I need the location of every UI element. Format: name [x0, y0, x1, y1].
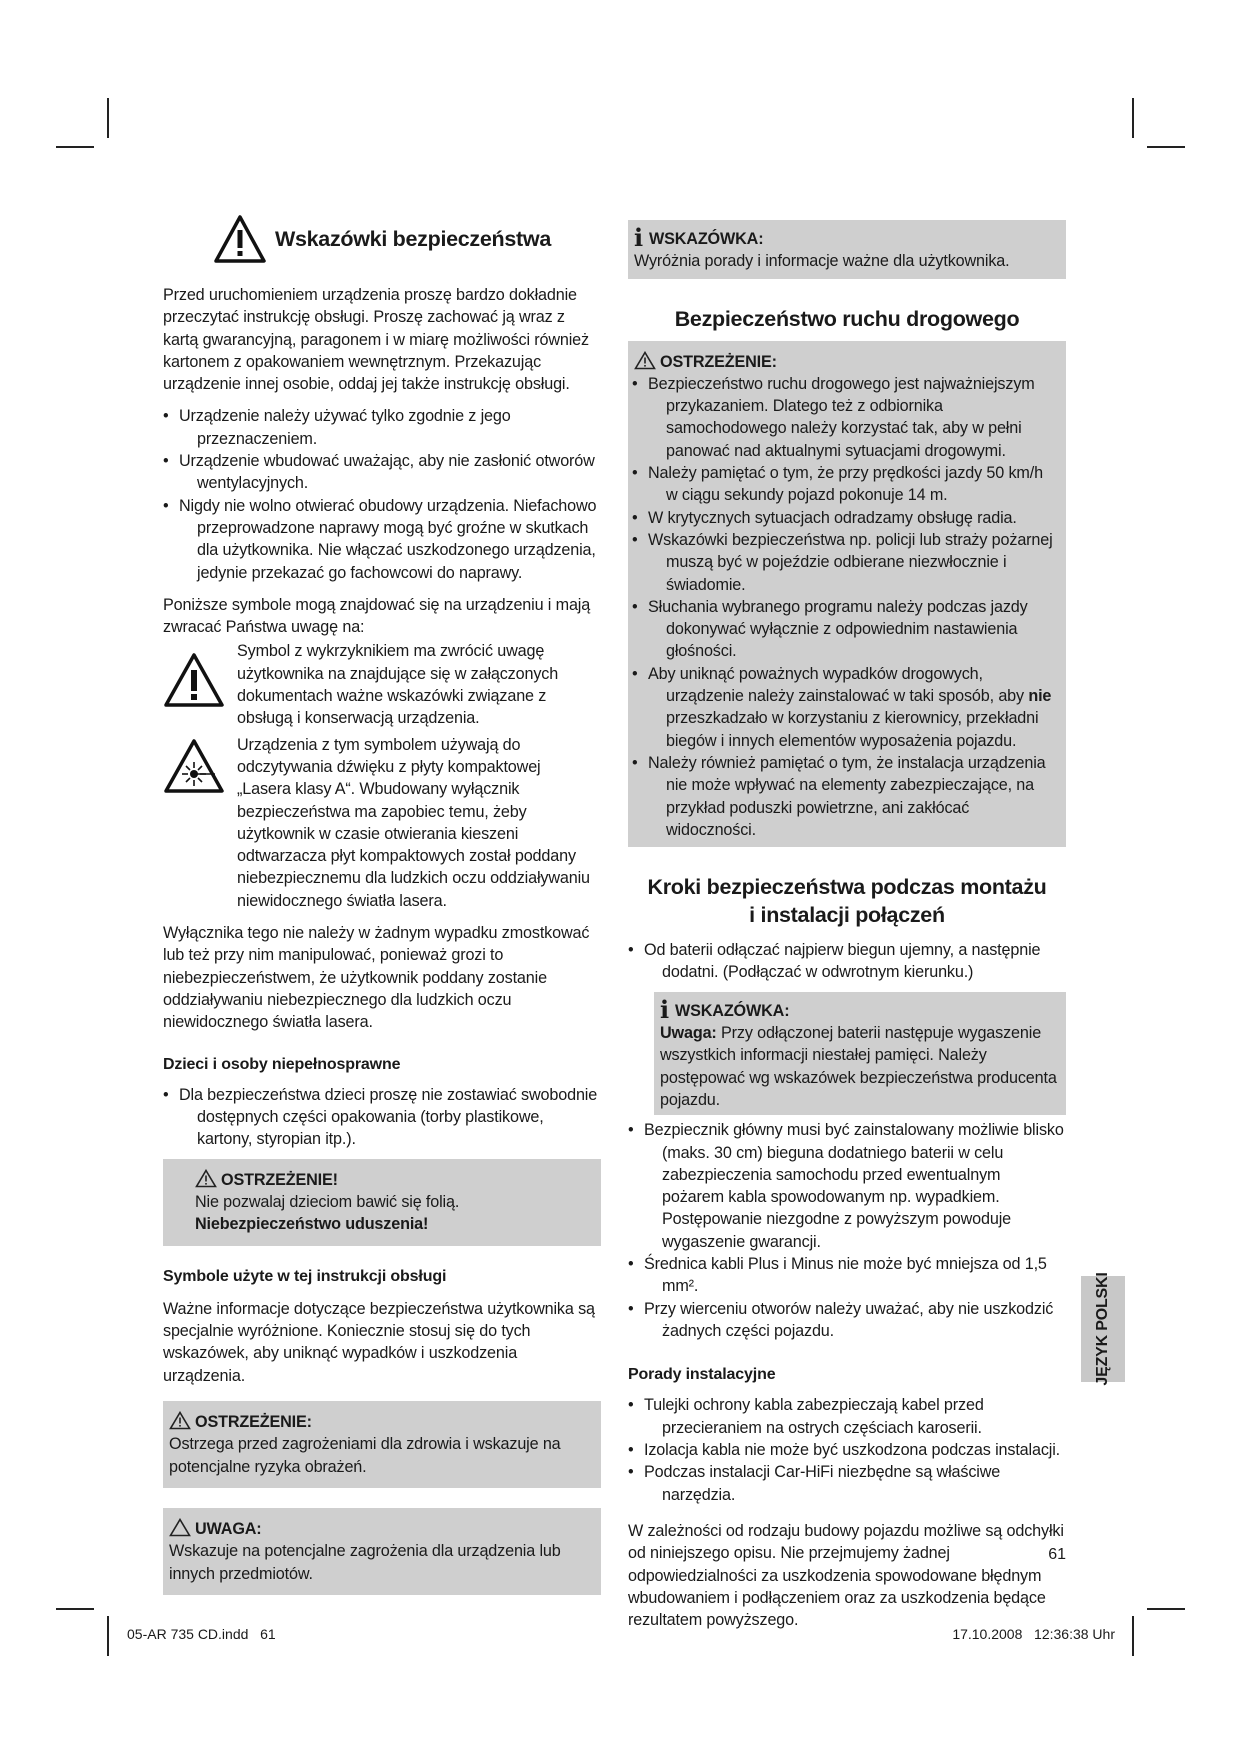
children-warning-text-bold: Niebezpieczeństwo uduszenia! [195, 1215, 429, 1234]
tips-bullets [628, 1394, 1066, 1505]
warning-outline-icon [195, 1169, 217, 1188]
symbols-heading: Symbole użyte w tej instrukcji obsługi [163, 1267, 447, 1285]
caution-box [163, 1508, 601, 1595]
crop-mark [56, 1608, 94, 1610]
warning-outline-icon [634, 351, 656, 370]
crop-mark [1132, 1616, 1134, 1656]
warning-icon [213, 214, 267, 264]
list-item: • Słuchania wybranego programu należy podczas jazdy dokonywać wyłącznie z odpowiednim nastawienia głośności. [632, 596, 1058, 663]
list-item [632, 663, 1058, 752]
install-bullets-first [628, 939, 1066, 984]
language-tab [1081, 1272, 1125, 1386]
list-item: • Bezpiecznik główny musi być zainstalowany możliwie blisko (maks. 30 cm) bieguna dodatniego baterii w celu zabezpieczenia samochodu przed ewentualnym pożarem kabla spowodowanym np. wypadkiem. Postępowanie niezgodne z powyższym powoduje wygaszenie gwarancji. [628, 1119, 1066, 1253]
caution-box-text: Wskazuje na potencjalne zagrożenia dla urządzenia lub innych przedmiotów. [169, 1542, 561, 1583]
hint-label: WSKAZÓWKA: [648, 230, 764, 248]
list-item: • Średnica kabli Plus i Minus nie może być mniejsza od 1,5 mm². [628, 1253, 1066, 1298]
symbols-intro: Poniższe symbole mogą znajdować się na urządzeniu i mają zwracać Państwa uwagę na: [163, 595, 591, 637]
page-number: 61 [1048, 1546, 1066, 1563]
list-item: • Urządzenie wbudować uważając, aby nie zasłonić otworów wentylacyjnych. [163, 450, 601, 495]
crop-mark [1147, 146, 1185, 148]
install-title-line1: Kroki bezpieczeństwa podczas montażu [647, 875, 1047, 900]
right-column [628, 220, 1066, 1631]
symbol-warning-row [163, 640, 601, 729]
install-hint-label: WSKAZÓWKA: [674, 1001, 790, 1020]
warning-box-header [169, 1411, 593, 1433]
caution-box-header [169, 1518, 593, 1540]
crop-mark [107, 1616, 109, 1656]
warning-box [163, 1401, 601, 1488]
list-item: • Należy pamiętać o tym, że przy prędkości jazdy 50 km/h w ciągu sekundy pojazd pokonuje 14 m. [632, 462, 1058, 507]
traffic-bullet6-bold: nie [1028, 687, 1052, 706]
crop-mark [107, 98, 109, 138]
warning-box-label: OSTRZEŻENIE: [195, 1413, 312, 1432]
intro-paragraph: Przed uruchomieniem urządzenia proszę bardzo dokładnie przeczytać instrukcję obsługi. Proszę zachować ją wraz z kartą gwarancyjną, paragonem i w miarę możliwości również kartonem z opakowaniem wewnętrznym. Przekazując urządzenie innej osobie, oddaj jej także instrukcję obsługi. [163, 286, 589, 394]
page-title: Wskazówki bezpieczeństwa [275, 227, 551, 251]
info-icon: i [660, 994, 669, 1024]
list-item: • Należy również pamiętać o tym, że instalacja urządzenia nie może wpływać na elementy zabezpieczające, na przykład poduszki powietrzne, ani zakłócać widoczności. [632, 752, 1058, 841]
install-hint-plain: Przy odłączonej baterii następuje wygaszenie wszystkich informacji niestałej pamięci. Należy postępować wg wskazówek bezpieczeństwa producenta pojazdu. [660, 1024, 1057, 1109]
list-item: • W krytycznych sytuacjach odradzamy obsługę radia. [632, 507, 1058, 529]
warning-box-text: Ostrzega przed zagrożeniami dla zdrowia i wskazuje na potencjalne ryzyka obrażeń. [169, 1435, 561, 1476]
traffic-warning-header [634, 351, 1058, 373]
list-item: • Urządzenie należy używać tylko zgodnie z jego przeznaczeniem. [163, 405, 601, 450]
crop-mark [1132, 98, 1134, 138]
traffic-bullet6-b: przeszkadzało w korzystaniu z kierownicy, przekładni biegów i innych elementów wyposażenia pojazdu. [666, 709, 1039, 750]
list-item: • Bezpieczeństwo ruchu drogowego jest najważniejszym przykazaniem. Dlatego też z odbiornika samochodowego należy korzystać tak, aby w pełni panować nad aktualnymi sytuacjami drogowymi. [632, 373, 1058, 462]
install-hint-header [660, 994, 1058, 1024]
children-bullets [163, 1084, 601, 1151]
children-warning-text-plain: Nie pozwalaj dzieciom bawić się folią. [195, 1192, 460, 1211]
crop-mark [1147, 1608, 1185, 1610]
tips-heading: Porady instalacyjne [628, 1366, 776, 1384]
traffic-bullet6-a: Aby uniknąć poważnych wypadków drogowych, urządzenie należy zainstalować w taki sposób, aby [648, 664, 1029, 706]
safety-title-row [163, 214, 601, 264]
install-title-line2: i instalacji połączeń [749, 903, 945, 928]
warning-outline-icon [169, 1411, 191, 1430]
traffic-warning-label: OSTRZEŻENIE: [660, 352, 777, 371]
list-item: • Nigdy nie wolno otwierać obudowy urządzenia. Niefachowo przeprowadzone naprawy mogą być groźne w skutkach dla użytkownika. Nie włączać uszkodzonego urządzenia, jedynie przekazać go fachowcowi do naprawy. [163, 495, 601, 584]
list-item: • Przy wierceniu otworów należy uważać, aby nie uszkodzić żadnych części pojazdu. [628, 1298, 1066, 1343]
caution-outline-icon [169, 1518, 191, 1537]
caution-box-label: UWAGA: [195, 1519, 262, 1538]
hint-box-header [634, 223, 1058, 252]
symbols-text: Ważne informacje dotyczące bezpieczeństwa użytkownika są specjalnie wyróżnione. Koniecznie stosuj się do tych wskazówek, aby uniknąć wypadków i uszkodzenia urządzenia. [163, 1299, 595, 1385]
list-item: • Wskazówki bezpieczeństwa np. policji lub straży pożarnej muszą być w pojeździe odbierane niezwłocznie i świadomie. [632, 529, 1058, 596]
install-hint-text [660, 1022, 1058, 1111]
traffic-warning-box [628, 341, 1066, 848]
children-warning-box [163, 1159, 601, 1246]
symbol-warning-text: Symbol z wykrzyknikiem ma zwrócić uwagę użytkownika na znajdujące się w załączonych dokumentach ważne wskazówki związane z obsługą i konserwacją urządzenia. [237, 642, 559, 728]
children-heading: Dzieci i osoby niepełnosprawne [163, 1055, 401, 1073]
language-tab-label: JĘZYK POLSKI [1094, 1272, 1111, 1386]
switch-note: Wyłącznika tego nie należy w żadnym wypadku zmostkować lub też przy nim manipulować, ponieważ grozi to niebezpieczeństwem, że użytkownik poddany zostanie oddziaływaniu niebezpiecznego dla ludzkich oczu niewidocznego światła lasera. [163, 924, 590, 1032]
hint-text: Wyróżnia porady i informacje ważne dla użytkownika. [634, 252, 1010, 271]
children-warning-text [195, 1191, 571, 1236]
footer-file: 05-AR 735 CD.indd 61 [127, 1626, 276, 1642]
info-icon: i [634, 223, 643, 252]
traffic-bullets [632, 373, 1058, 841]
list-item: • Od baterii odłączać najpierw biegun ujemny, a następnie dodatni. (Podłączać w odwrotnym kierunku.) [628, 939, 1066, 984]
list-item: • Izolacja kabla nie może być uszkodzona podczas instalacji. [628, 1439, 1066, 1461]
list-item: • Tulejki ochrony kabla zabezpieczają kabel przed przecieraniem na ostrych częściach karoserii. [628, 1394, 1066, 1439]
symbol-laser-row [163, 734, 601, 912]
list-item: • Dla bezpieczeństwa dzieci proszę nie zostawiać swobodnie dostępnych części opakowania (torby plastikowe, kartony, styropian itp.). [163, 1084, 601, 1151]
hint-box [628, 220, 1066, 279]
children-warning-label: OSTRZEŻENIE! [221, 1170, 338, 1189]
general-bullets [163, 405, 601, 583]
traffic-title: Bezpieczeństwo ruchu drogowego [674, 306, 1020, 331]
install-title [628, 873, 1066, 929]
disclaimer: W zależności od rodzaju budowy pojazdu możliwe są odchyłki od niniejszego opisu. Nie przejmujemy żadnej odpowiedzialności za uszkodzenia spowodowane błędnym wbudowaniem i podłączeniem oraz za uszkodzenia będące rezultatem powyższego. [628, 1521, 1064, 1630]
children-warning-header [195, 1169, 571, 1191]
left-column [163, 214, 601, 1595]
list-item: • Podczas instalacji Car-HiFi niezbędne są właściwe narzędzia. [628, 1461, 1066, 1506]
crop-mark [56, 146, 94, 148]
symbol-laser-text: Urządzenia z tym symbolem używają do odczytywania dźwięku z płyty kompaktowej „Lasera klasy A“. Wbudowany wyłącznik bezpieczeństwa ma zapobiec temu, żeby użytkownik w czasie otwierania kieszeni odtwarzacza płyt kompaktowych został poddany niebezpiecznemu dla ludzkich oczu oddziaływaniu niewidocznego światła lasera. [237, 735, 590, 910]
laser-warning-icon [163, 738, 225, 794]
footer-date: 17.10.2008 12:36:38 Uhr [952, 1626, 1115, 1642]
install-hint-box [654, 992, 1066, 1115]
warning-triangle-icon [163, 652, 225, 708]
install-hint-bold: Uwaga: [660, 1024, 717, 1043]
install-bullets [628, 1119, 1066, 1342]
